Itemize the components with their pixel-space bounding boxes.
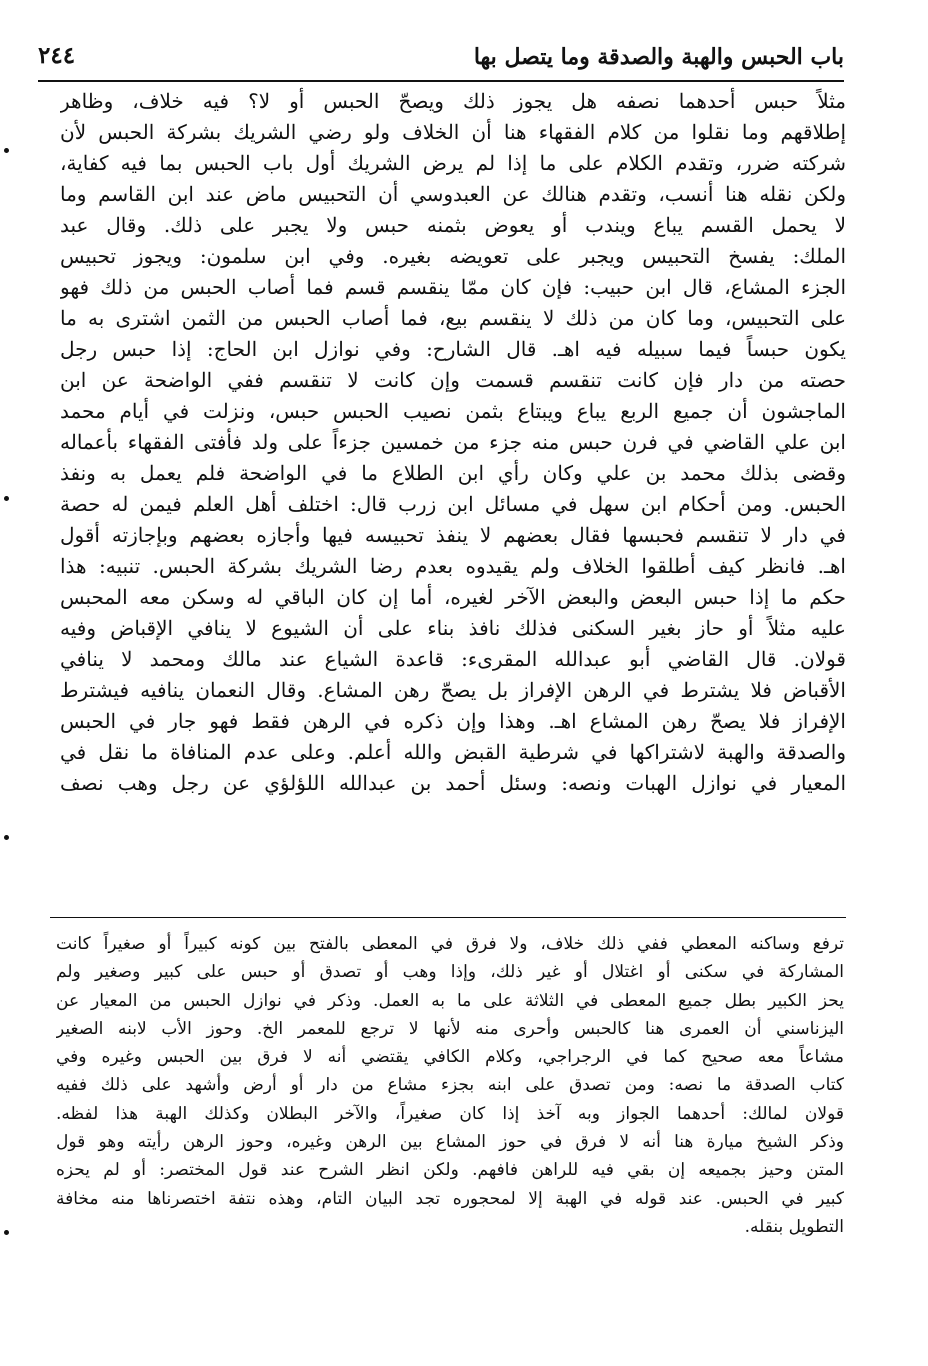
text-line: في دار لا تنقسم فحبسها فقال بعضهم لا ينفذ تحبيسه فيها وأجازه بعضهم وبإجازته أقول [60, 523, 846, 547]
text-line: إطلاقهم وما نقلوا من كلام الفقهاء هنا أن الخلاف ولو رضي الشريك بشركة الحبس لأن [60, 120, 846, 144]
running-title: باب الحبس والهبة والصدقة وما يتصل بها [473, 44, 844, 70]
text-line: الجزء المشاع، قال ابن حبيب: فإن كان ممّا ينقسم قسم فما أصاب الحبس من ذلك فهو [60, 275, 846, 299]
footnote-divider [50, 917, 846, 918]
text-line: الماجشون أن جميع الربع يباع ويبتاع بثمن نصيب الحبس حبس، ونزلت في أيام محمد [60, 399, 846, 423]
text-line: يكون حبساً فيما سبيله فيه اهـ. قال الشارح: وفي نوازل ابن الحاج: إذا حبس رجل [60, 337, 846, 361]
footnote-line: وذكر الشيخ ميارة هنا أنه لا فرق في حوز المشاع بين الرهن وغيره، وحوز الرهن رأيته وهو قول [56, 1132, 844, 1153]
text-line: وقضى بذلك محمد بن علي وكان رأي ابن الطلاع ما في الواضحة فلم يعمل به ونفذ [60, 461, 846, 485]
text-line: الإفراز فلا يصحّ رهن المشاع اهـ. وهذا وإن ذكره في الرهن فقط فهو جار في الحبس [60, 709, 846, 733]
margin-mark [4, 835, 9, 840]
footnote-line: مشاعاً معه صحيح كما في الرجراجي، وكلام الكافي يقتضي أنه لا فرق بين الحبس وغيره وفي [56, 1047, 844, 1068]
text-line: الحبس. ومن أحكام ابن سهل في مسائل ابن زرب قال: اختلف أهل العلم فيمن له حصة [60, 492, 846, 516]
footnote-line: ترفع وساكنه المعطي ففي ذلك خلاف، ولا فرق في المعطى بالفتح بين كونه كبيراً أو صغيراً كانت [56, 934, 844, 954]
text-line: قولان. قال القاضي أبو عبدالله المقرىء: قاعدة الشياع عند مالك ومحمد لا ينافي [60, 647, 846, 671]
footnote-line: المتن وحيز بجميعه إن بقي فيه للراهن فافهم. ولكن انظر الشرح عند قول المختصر: أو لم يحزه [56, 1160, 844, 1181]
footnotes [56, 930, 844, 1241]
footnote-line: كبير في الحبس. عند قوله في الهبة إلا لمحجوره تجد البيان التام، وهذه نتفة اختصرناها منه مخافة [56, 1188, 844, 1209]
text-line: الأقباض فلا يشترط في الرهن الإفراز بل يصحّ رهن المشاع. وقال النعمان ينافيه فيشترط [60, 678, 846, 702]
footnote-line: كتاب الصدقة ما نصه: ومن تصدق على ابنه بجزء مشاع من دار أو أرض وأشهد على ذلك ففيه [56, 1075, 844, 1096]
text-line: حصته من دار فإن كانت تنقسم قسمت وإن كانت لا تنقسم ففي الواضحة عن ابن [60, 368, 846, 392]
text-line: ولكن نقله هنا أنسب، وتقدم هنالك عن العبدوسي أن التحبيس ماض عند ابن القاسم وما [60, 182, 846, 206]
footnote-line: التطويل بنقله. [744, 1216, 844, 1237]
margin-mark [4, 496, 9, 501]
main-text [60, 86, 846, 799]
text-line: المعيار في نوازل الهبات ونصه: وسئل أحمد بن عبدالله اللؤلؤي عن رجل وهب نصف [60, 771, 846, 795]
footnote-line: المشاركة في سكنى أو اغتلال أو غير ذلك، وإذا وهب أو تصدق أو حبس على كبير وصغير ولم [56, 962, 844, 983]
margin-mark [4, 148, 9, 153]
text-line: ابن علي القاضي في فرن حبس منه جزء من خمسين جزءاً على ولد فأفتى الفقهاء بأعماله [60, 430, 846, 454]
footnote-line: اليزناسني أن العمرى هنا كالحبس وأحرى منه لأنها لا ترجع للمعمر الخ. وحوز الأب لابنه الصغير [56, 1018, 844, 1039]
page-number: ٢٤٤ [38, 42, 76, 69]
text-line: مثلاً حبس أحدهما نصفه هل يجوز ذلك ويصحّ الحبس أو لا؟ فيه خلاف، وظاهر [60, 89, 846, 113]
page-header [38, 38, 844, 82]
footnote-line: يحز الكبير بطل جميع المعطى في الثلاثة على ما به العمل. وذكر في نوازل الحبس من المعيار عن [56, 990, 844, 1011]
text-line: اهـ. فانظر كيف أطلقوا الخلاف ولم يقيدوه بعدم رضا الشريك بشركة الحبس. تنبيه: هذا [60, 554, 846, 578]
text-line: عليه مثلاً أو حاز بغير السكنى فذلك نافذ بناء على أن الشيوع لا ينافي الإقباض وفيه [60, 616, 846, 640]
text-line: لا يحمل القسم يباع ويندب أو يعوض بثمنه حبس ولا يجبر على ذلك. وقال عبد [60, 213, 846, 237]
text-line: والصدقة والهبة لاشتراكها في شرطية القبض والله أعلم. وعلى عدم المنافاة ما نقل في [60, 740, 846, 764]
margin-mark [4, 1230, 9, 1235]
text-line: الملك: يفسخ التحبيس ويجبر على تعويضه بغيره. وفي ابن سلمون: ويجوز تحبيس [60, 244, 846, 268]
text-line: على التحبيس، وما كان من ذلك لا ينقسم بيع، فما أصاب الحبس من الثمن اشترى به ما [60, 306, 846, 330]
text-line: شركته ضرر، وتقدم الكلام على ما إذا لم يرض الشريك أول باب الحبس بما فيه كفاية، [60, 151, 846, 175]
text-line: حكم ما إذا حبس البعض والبعض الآخر لغيره، أما إن كان الباقي له وسكن معه المحبس [60, 585, 846, 609]
footnote-line: قولان لمالك: أحدهما الجواز وبه آخذ إذا كان صغيراً، والآخر البطلان وكذلك الهبة هذا لفظه. [56, 1103, 844, 1124]
